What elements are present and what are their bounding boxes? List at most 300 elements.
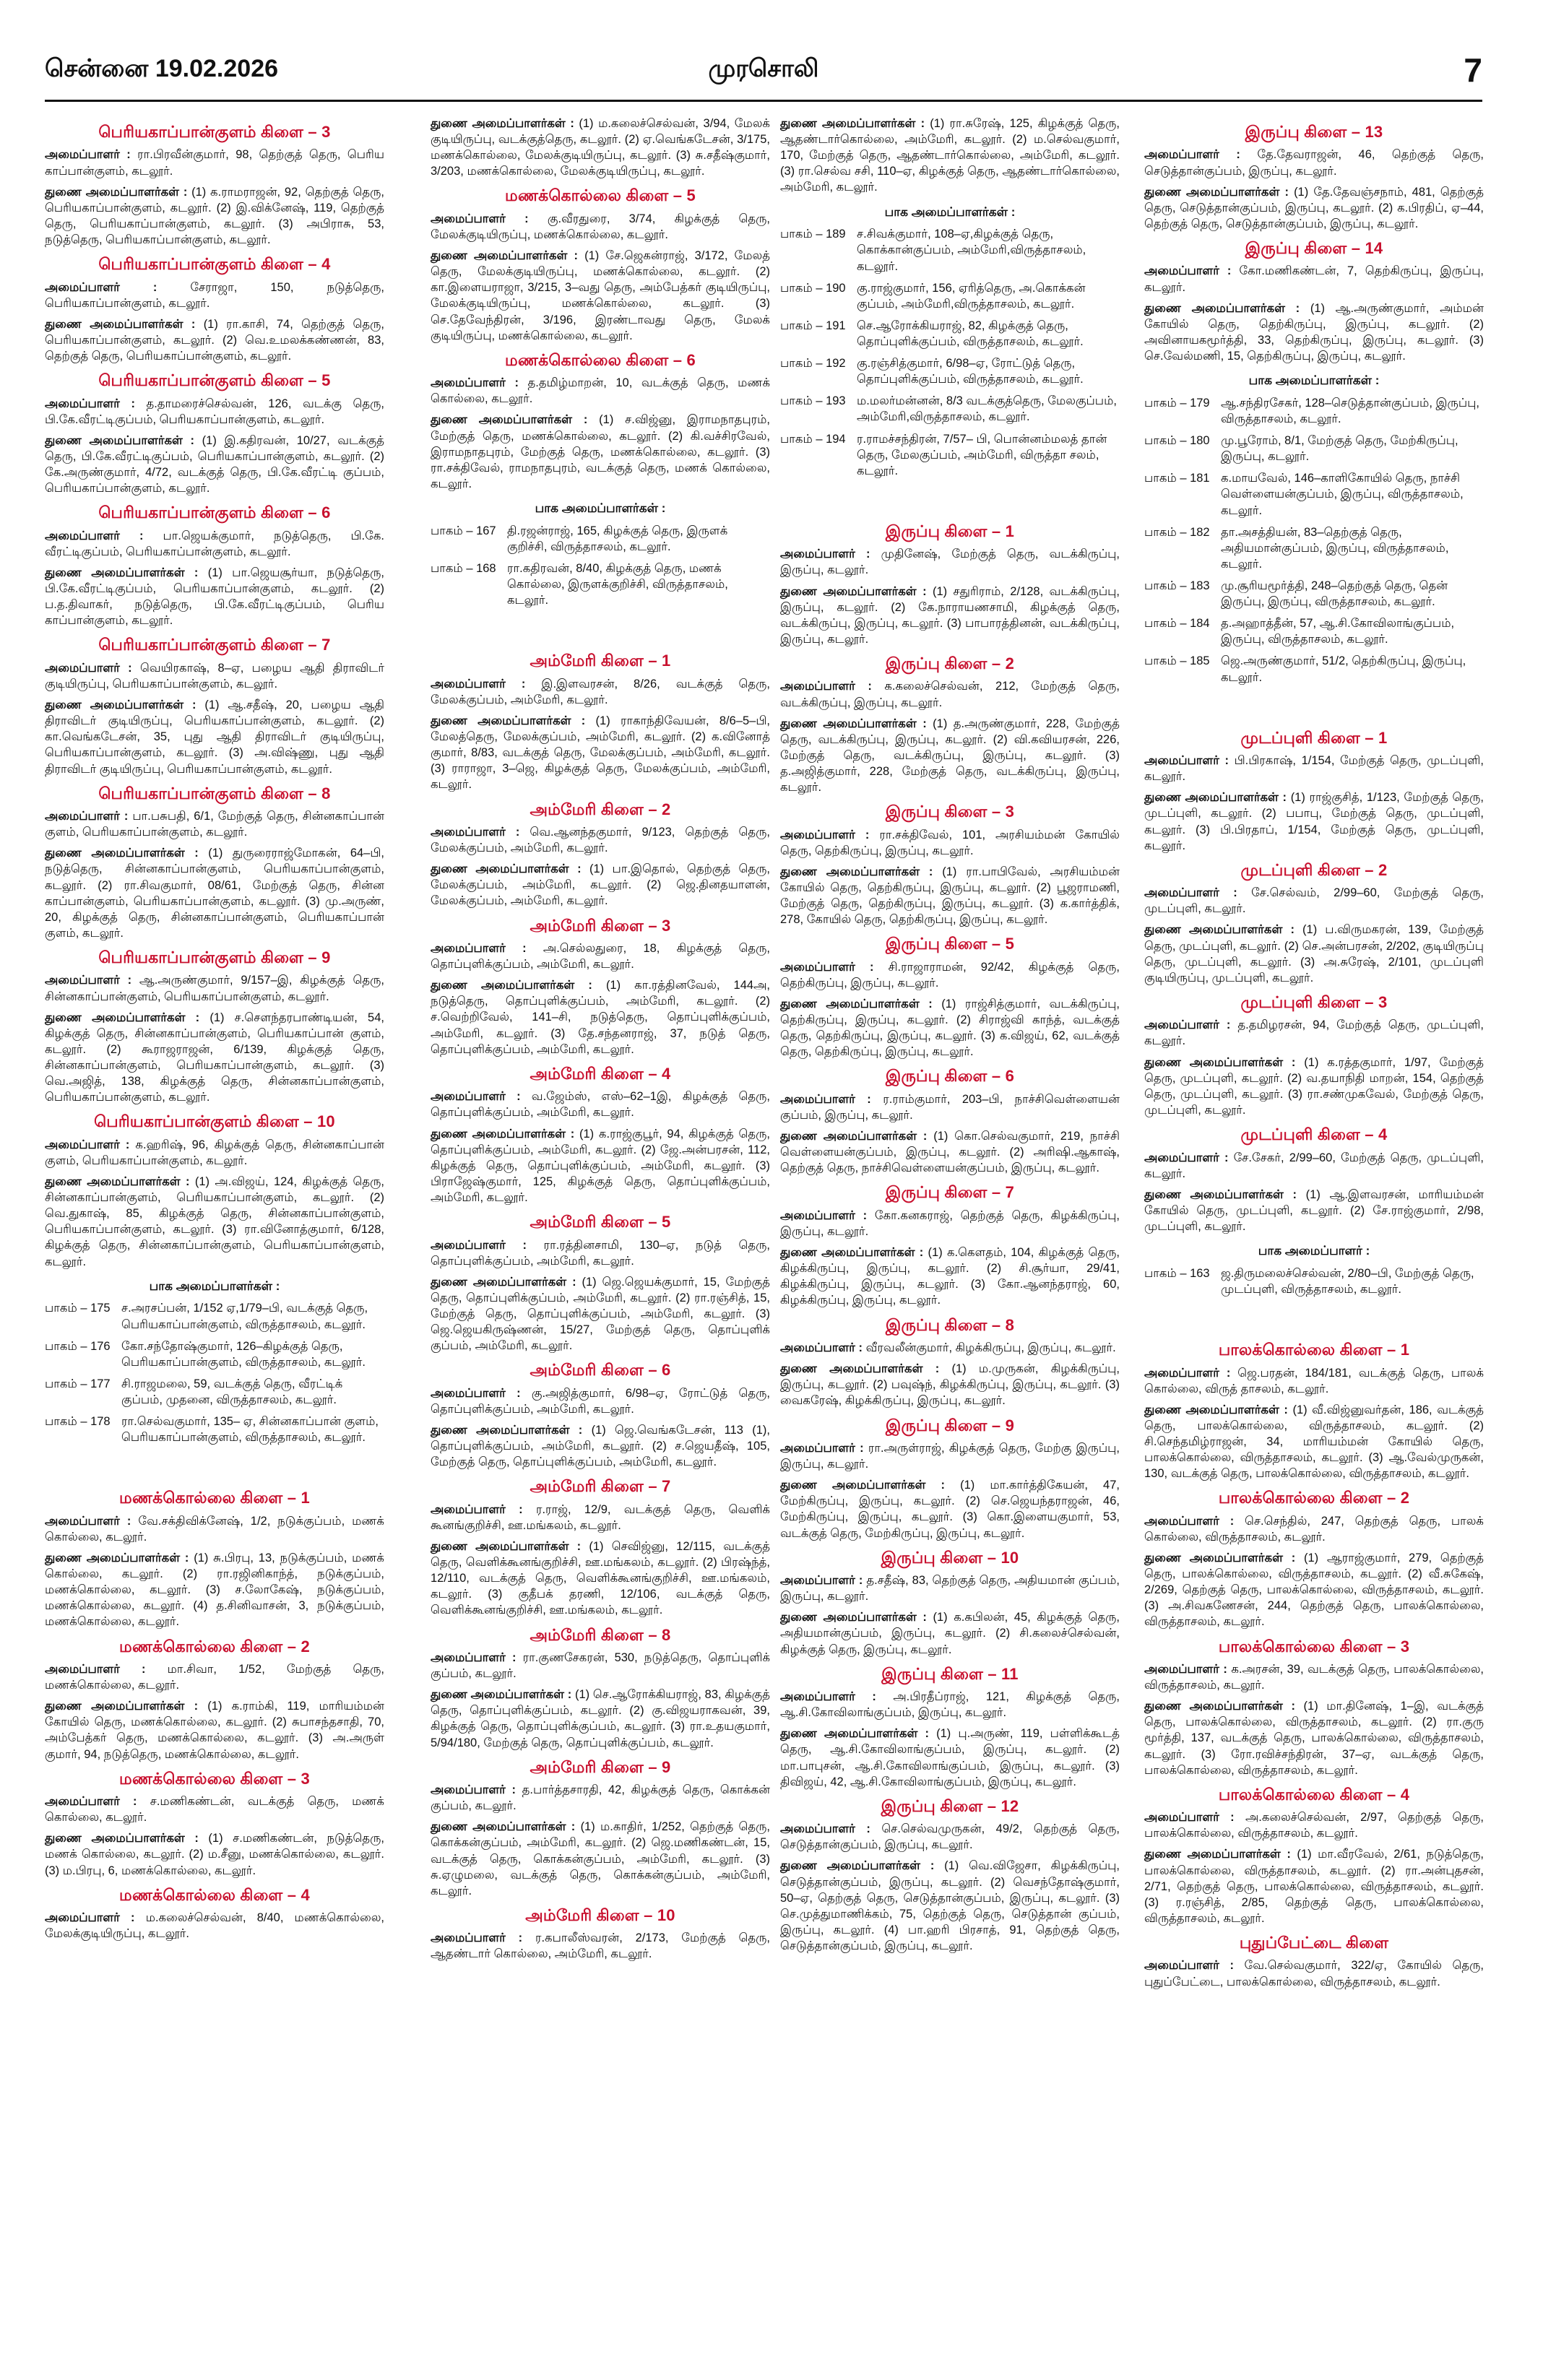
office-bearer-entry bbox=[780, 1858, 1120, 1954]
booth-number: பாகம் – 176 bbox=[45, 1339, 111, 1353]
role-label: துணை அமைப்பாளர்கள் : bbox=[431, 249, 578, 263]
office-bearer-entry bbox=[1144, 789, 1484, 853]
office-bearer-entry bbox=[1144, 1150, 1484, 1182]
office-bearer-entry bbox=[431, 1687, 770, 1750]
branch-heading: இருப்பு கிளை – 6 bbox=[885, 1067, 1015, 1086]
entry-text: (1) கொ.செல்வகுமார், 219, நாச்சி வெள்ளையன்குப்பம், இருப்பு, கடலூர். (2) அரிஷி.ஆகாஷ், தெற்குத் தெரு, நாச்சிவெள்ளையன்குப்பம், இருப்பு, கடலூர். bbox=[780, 1130, 1120, 1175]
booth-entry: மு.சூரியமூர்த்தி, 248–தெற்குத் தெரு, தென் இருப்பு, இருப்பு, விருத்தாசலம், கடலூர். bbox=[1221, 579, 1448, 609]
office-bearer-entry bbox=[45, 1910, 384, 1942]
role-label: அமைப்பாளர் : bbox=[780, 828, 870, 841]
entry-text: ஜெ.பரதன், 184/181, வடக்குத் தெரு, பாலக் கொல்லை, விருத் தாசலம், கடலூர். bbox=[1144, 1366, 1484, 1395]
booth-row bbox=[45, 1376, 384, 1408]
entry-text: மா.சிவா, 1/52, மேற்குத் தெரு, மணக்கொல்லை, கடலூர். bbox=[45, 1663, 384, 1692]
office-bearer-entry bbox=[45, 1793, 384, 1825]
role-label: அமைப்பாளர் : bbox=[1144, 1366, 1231, 1380]
role-label: அமைப்பாளர் : bbox=[45, 974, 132, 987]
role-label: அமைப்பாளர் : bbox=[431, 1931, 523, 1945]
entry-text: (1) ப.விருமகரன், 139, மேற்குத் தெரு, முடப்புளி, கடலூர். (2) செ.அன்பரசன், 2/202, குடியிருப்பு தெரு, முடப்புளி, கடலூர். (3) அ.சுரேஷ், 2/101, முடப்புளி குடியிருப்பு, முடப்புளி, கடலூர். bbox=[1144, 923, 1484, 985]
entry-text: (1) கா.ரத்தினவேல், 144அ, நடுத்தெரு, தொப்புளிக்குப்பம், அம்மேரி, கடலூர். (2) ச.வெற்றிவேல், 141–சி, நடுத்தெரு, தொப்புளிக்குப்பம், அம்மேரி, கடலூர். (3) தே.சந்தனராஜ், 37, நடுத் தெரு, தொப்புளிக்குப்பம், அம்மேரி, கடலூர். bbox=[431, 979, 770, 1056]
entry-text: இ.இளவரசன், 8/26, வடக்குத் தெரு, மேலக்குப்பம், அம்மேரி, கடலூர். bbox=[431, 677, 770, 706]
booth-entry: ஜ.திருமலைச்செல்வன், 2/80–பி, மேற்குத் தெரு, முடப்புளி, விருத்தாசலம், கடலூர். bbox=[1221, 1266, 1474, 1296]
role-label: துணை அமைப்பாளர்கள் : bbox=[780, 584, 927, 598]
entry-text: (1) மா.கார்த்திகேயன், 47, மேற்கிருப்பு, இருப்பு, கடலூர். (2) செ.ஜெயந்தராஜன், 46, மேற்கிருப்பு, இருப்பு, கடலூர். (3) கொ.இளையகுமார், 53, வடக்குத் தெரு, மேற்கிருப்பு, இருப்பு, கடலூர். bbox=[780, 1479, 1120, 1540]
column-1 bbox=[45, 116, 384, 2362]
role-label: துணை அமைப்பாளர்கள் : bbox=[45, 1011, 200, 1024]
entry-text: (1) சே.ஜெகன்ராஜ், 3/172, மேலத் தெரு, மேலக்குடியிருப்பு, மணக்கொல்லை, கடலூர். (2) கா.இளையராஜா, 3/215, 3–வது தெரு, அம்பேத்கர் குடியிருப்பு, மேலக்குடியிருப்பு, மணக்கொல்லை, கடலூர். (3) செ.தேவேந்திரன், 3/196, இரண்டாவது தெரு, மேலக் குடியிருப்பு, மணக்கொல்லை, கடலூர். bbox=[431, 249, 770, 342]
office-bearer-entry bbox=[45, 1010, 384, 1106]
role-label: அமைப்பாளர் : bbox=[780, 1690, 876, 1704]
office-bearer-entry bbox=[780, 716, 1120, 796]
office-bearer-entry bbox=[780, 996, 1120, 1060]
role-label: துணை அமைப்பாளர்கள் : bbox=[431, 1820, 576, 1834]
role-label: அமைப்பாளர் : bbox=[780, 960, 874, 974]
role-label: துணை அமைப்பாளர்கள் : bbox=[431, 117, 574, 130]
newspaper-name: முரசொலி bbox=[708, 55, 819, 82]
branch-heading: முடப்புளி கிளை – 2 bbox=[1240, 860, 1388, 879]
office-bearer-entry bbox=[45, 1174, 384, 1270]
entry-text: (1) பா.ஜெயசூர்யா, நடுத்தெரு, பி.கே.வீரட்டிகுப்பம், பெரியகாப்பான்குளம், கடலூர். (2) ப.த.திவாகர், நடுத்தெரு, பி.கே.வீரட்டிகுப்பம், பெரிய காப்பான்குளம், கடலூர். bbox=[45, 566, 384, 628]
role-label: அமைப்பாளர் : bbox=[45, 1911, 135, 1925]
entry-text: (1) க.ரத்தகுமார், 1/97, மேற்குத் தெரு, முடப்புளி, கடலூர். (2) வ.தயாநிதி மாறன், 154, தெற்குத் தெரு, முடப்புளி, கடலூர். (3) ரா.சண்முகவேல், மேற்குத் தெரு, முடப்புளி, கடலூர். bbox=[1144, 1055, 1484, 1117]
office-bearer-entry bbox=[780, 584, 1120, 647]
booth-entry: கு.ராஜ்குமார், 156, ஏரித்தெரு, அ.கொக்கன் குப்பம், அம்மேரி,விருத்தாசலம், கடலூர். bbox=[857, 281, 1086, 311]
entry-text: ரா.குணசேகரன், 530, நடுத்தெரு, தொப்புளிக் குப்பம், கடலூர். bbox=[431, 1651, 770, 1681]
office-bearer-entry bbox=[1144, 147, 1484, 178]
booth-entry: ஆ.சந்திரசேகர், 128–செடுத்தான்குப்பம், இருப்பு, விருத்தாசலம், கடலூர். bbox=[1221, 396, 1479, 426]
office-bearer-entry bbox=[780, 1572, 1120, 1604]
role-label: துணை அமைப்பாளர்கள் : bbox=[431, 862, 582, 876]
office-bearer-entry bbox=[431, 1385, 770, 1417]
entry-text: ரா.அருள்ராஜ், கிழக்குத் தெரு, மேற்கு இருப்பு, இருப்பு, கடலூர். bbox=[780, 1441, 1120, 1471]
booth-row bbox=[431, 523, 770, 555]
booth-entry: கு.ரஞ்சித்குமார், 6/98–ஏ, ரோட்டுத் தெரு, தொப்புளிக்குப்பம், விருத்தாசலம், கடலூர். bbox=[857, 357, 1084, 386]
role-label: அமைப்பாளர் : bbox=[780, 548, 870, 561]
role-label: அமைப்பாளர் : bbox=[45, 1514, 131, 1528]
booth-row bbox=[780, 226, 1120, 274]
role-label: துணை அமைப்பாளர்கள் : bbox=[45, 1175, 190, 1188]
office-bearer-entry bbox=[431, 940, 770, 972]
booth-entry: ரா.செல்வகுமார், 135– ஏ, சின்னகாப்பான் குளம், பெரியகாப்பான்குளம், விருத்தாசலம், கடலூர். bbox=[121, 1415, 379, 1445]
role-label: துணை அமைப்பாளர்கள் : bbox=[780, 1362, 940, 1376]
booth-number: பாகம் – 193 bbox=[780, 394, 846, 408]
entry-text: த.பார்த்தசாரதி, 42, கிழக்குத் தெரு, கொக்கன் குப்பம், கடலூர். bbox=[431, 1783, 770, 1813]
office-bearer-entry bbox=[431, 1819, 770, 1899]
office-bearer-entry bbox=[1144, 1513, 1484, 1545]
entry-text: (1) ம.கலைச்செல்வன், 3/94, மேலக் குடியிருப்பு, வடக்குத்தெரு, கடலூர். (2) ஏ.வெங்கடேசன், 3/175, மணக்கொல்லை, மேலக்குடியிருப்பு, கடலூர். (3) சு.சதீஷ்குமார், 3/203, மணக்கொல்லை, மேலக்குடியிருப்பு, கடலூர். bbox=[431, 117, 770, 178]
section-subheading: பாக அமைப்பாளர்கள் : bbox=[149, 1278, 280, 1293]
office-bearer-entry bbox=[45, 184, 384, 248]
section-subheading: பாக அமைப்பாளர்கள் : bbox=[884, 204, 1016, 219]
entry-text: (1) தே.தேவஞ்சநாம், 481, தெற்குத் தெரு, செடுத்தான்குப்பம், இருப்பு, கடலூர். (2) க.பிரதிப், ஏ–44, தெற்குத் தெரு, செடுத்தான்குப்பம், இருப்பு, கடலூர். bbox=[1144, 185, 1484, 230]
role-label: துணை அமைப்பாளர்கள் : bbox=[45, 698, 196, 712]
office-bearer-entry bbox=[45, 1830, 384, 1878]
role-label: அமைப்பாளர் : bbox=[1144, 1662, 1227, 1676]
role-label: அமைப்பாளர் : bbox=[45, 810, 129, 823]
dateline: சென்னை 19.02.2026 bbox=[45, 55, 279, 82]
entry-text: ச.மணிகண்டன், வடக்குத் தெரு, மணக் கொல்லை, கடலூர். bbox=[45, 1795, 384, 1825]
role-label: துணை அமைப்பாளர்கள் : bbox=[1144, 1848, 1291, 1861]
entry-text: முதினேஷ், மேற்குத் தெரு, வடக்கிருப்பு, இருப்பு, கடலூர். bbox=[780, 548, 1120, 577]
office-bearer-entry bbox=[780, 1440, 1120, 1472]
office-bearer-entry bbox=[780, 1340, 1120, 1356]
role-label: அமைப்பாளர் : bbox=[45, 1138, 130, 1151]
role-label: அமைப்பாளர் : bbox=[45, 397, 135, 410]
role-label: அமைப்பாளர் : bbox=[1144, 1959, 1234, 1973]
booth-number: பாகம் – 168 bbox=[431, 562, 496, 575]
booth-number: பாகம் – 189 bbox=[780, 228, 846, 241]
branch-heading: மணக்கொல்லை கிளை – 1 bbox=[119, 1489, 310, 1507]
role-label: அமைப்பாளர் : bbox=[45, 280, 157, 294]
office-bearer-entry bbox=[1144, 922, 1484, 985]
office-bearer-entry bbox=[1144, 1055, 1484, 1118]
booth-number: பாகம் – 190 bbox=[780, 281, 846, 295]
role-label: துணை அமைப்பாளர்கள் : bbox=[45, 317, 196, 331]
office-bearer-entry bbox=[431, 412, 770, 492]
booth-entry: ர.ராமச்சந்திரன், 7/57– பி, பொன்னம்மலத் தான் தெரு, மேலகுப்பம், அம்மேரி, விருத்தா சலம், கடலூர். bbox=[857, 432, 1107, 477]
branch-heading: இருப்பு கிளை – 14 bbox=[1245, 239, 1383, 258]
entry-text: (1) வெ.விஜேசா, கிழக்கிருப்பு, செடுத்தான்குப்பம், இருப்பு, கடலூர். (2) வெசந்தோஷ்குமார், 50–ஏ, தெற்குத் தெரு, செடுத்தான்குப்பம், இருப்பு, கடலூர். (3) செ.முத்துமாணிக்கம், 75, தெற்குத் தெரு, செடுத்தான் குப்பம், இருப்பு, கடலூர். (4) பா.ஹரி பிரசாத், 91, தெற்குத் தெரு, செடுத்தான்குப்பம், இருப்பு, கடலூர். bbox=[780, 1859, 1120, 1952]
booth-row bbox=[1144, 578, 1484, 610]
office-bearer-entry bbox=[431, 1539, 770, 1619]
booth-entry: மு.பூரோம், 8/1, மேற்குத் தெரு, மேற்கிருப்பு, இருப்பு, கடலூர். bbox=[1221, 434, 1458, 464]
role-label: அமைப்பாளர் : bbox=[431, 1783, 517, 1797]
booth-row bbox=[780, 280, 1120, 312]
office-bearer-entry bbox=[431, 116, 770, 179]
office-bearer-entry bbox=[431, 1274, 770, 1354]
entry-text: (1) வீ.விஜ்னுவர்தன், 186, வடக்குத் தெரு, பாலக்கொல்லை, விருத்தாசலம், கடலூர். (2) சி.செந்தமிழ்ராஜன், 34, மாரியம்மன் கோயில் தெரு, பாலக்கொல்லை, விருத்தாசலம், கடலூர். (3) ஆ.வேல்முருகன், 130, வடக்குத் தெரு, பாலக்கொல்லை, விருத்தாசலம், கடலூர். bbox=[1144, 1403, 1484, 1481]
office-bearer-entry bbox=[431, 1782, 770, 1814]
entry-text: (1) ஜெ.ஜெயக்குமார், 15, மேற்குத் தெரு, தொப்புளிக்குப்பம், அம்மேரி, கடலூர். (2) ரா.ரஞ்சித், 15, மேற்குத் தெரு, தொப்புளிக்குப்பம், அம்மேரி, கடலூர். (3) ஜெ.ஜெயகிருஷ்ணன், 15/27, மேற்குத் தெரு, தொப்புளிக் குப்பம், அம்மேரி, கடலூர். bbox=[431, 1275, 770, 1353]
booth-entry: ம.மலர்மன்னன், 8/3 வடக்குத்தெரு, மேலகுப்பம், அம்மேரி,விருத்தாசலம், கடலூர். bbox=[857, 394, 1117, 424]
entry-text: (1) ராகாந்திவேயன், 8/6–5–பி, மேலத்தெரு, மேலக்குப்பம், அம்மேரி, கடலூர். (2) க.வினோத் குமார், 8/83, வடக்குத் தெரு, மேலக்குப்பம், அம்மேரி, கடலூர். (3) ராராஜா, 3–ஜெ, கிழக்குத் தெரு, மேலக்குப்பம், அம்மேரி, கடலூர். bbox=[431, 714, 770, 792]
role-label: அமைப்பாளர் : bbox=[780, 1092, 871, 1106]
entry-text: ர.கபாலீஸ்வரன், 2/173, மேற்குத் தெரு, ஆதண்டார் கொல்லை, அம்மேரி, கடலூர். bbox=[431, 1931, 770, 1961]
role-label: துணை அமைப்பாளர்கள் : bbox=[431, 714, 586, 728]
entry-text: வே.செல்வகுமார், 322/ஏ, கோயில் தெரு, புதுப்பேட்டை, பாலக்கொல்லை, விருத்தாசலம், கடலூர். bbox=[1144, 1959, 1484, 1989]
role-label: துணை அமைப்பாளர்கள் : bbox=[45, 566, 199, 579]
entry-text: (1) ராஜ்குசித், 1/123, மேற்குத் தெரு, முடப்புளி, கடலூர். (2) பபாபு, மேற்குத் தெரு, முடப்புளி, கடலூர். (3) பி.பிரதாப், 1/154, மேற்குத் தெரு, முடப்புளி, கடலூர். bbox=[1144, 791, 1484, 852]
entry-text: சே.செல்வம், 2/99–60, மேற்குத் தெரு, முடப்புளி, கடலூர். bbox=[1144, 886, 1484, 916]
entry-text: (1) ஆ.சதீஷ், 20, பழைய ஆதி திராவிடர் குடியிருப்பு, பெரியகாப்பான்குளம், கடலூர். (2) கா.வெங்கடேசன், 35, புது ஆதி திராவிடர் குடியிருப்பு, பெரியகாப்பான்குளம், கடலூர். (3) அ.விஷ்ணு, புது ஆதி திராவிடர் குடியிருப்பு, பெரியகாப்பான்குளம், கடலூர். bbox=[45, 698, 384, 776]
branch-heading: இருப்பு கிளை – 10 bbox=[881, 1548, 1019, 1567]
role-label: துணை அமைப்பாளர்கள் : bbox=[45, 847, 199, 860]
entry-text: வெ.ஆனந்தகுமார், 9/123, தெற்குத் தெரு, மேலக்குப்பம், அம்மேரி, கடலூர். bbox=[431, 826, 770, 855]
booth-entry: செ.ஆரோக்கியராஜ், 82, கிழக்குத் தெரு, தொப்புளிக்குப்பம், விருத்தாசலம், கடலூர். bbox=[857, 319, 1084, 348]
office-bearer-entry bbox=[1144, 1846, 1484, 1926]
entry-text: த.தமிழரசன், 94, மேற்குத் தெரு, முடப்புளி, கடலூர். bbox=[1144, 1018, 1484, 1048]
office-bearer-entry bbox=[431, 1502, 770, 1533]
entry-text: (1) ஜெ.வெங்கடேசன், 113 (1), தொப்புளிக்குப்பம், அம்மேரி, கடலூர். (2) ச.ஜெயதீஷ், 105, மேற்குத் தெரு, தொப்புளிக்குப்பம், அம்மேரி, கடலூர். bbox=[431, 1423, 770, 1469]
entry-text: சி.ராஜாராமன், 92/42, கிழக்குத் தெரு, தெற்கிருப்பு, இருப்பு, கடலூர். bbox=[780, 960, 1120, 990]
booth-number: பாகம் – 183 bbox=[1144, 579, 1210, 592]
entry-text: ம.கலைச்செல்வன், 8/40, மணக்கொல்லை, மேலக்குடியிருப்பு, கடலூர். bbox=[45, 1911, 384, 1941]
branch-heading: பாலக்கொல்லை கிளை – 3 bbox=[1218, 1637, 1410, 1656]
entry-text: (1) க.ராமராஜன், 92, தெற்குத் தெரு, பெரியகாப்பான்குளம், கடலூர். (2) இ.விக்னேஷ், 119, தெற்குத் தெரு, பெரியகாப்பான்குளம், கடலூர். (3) அபிராசு, 53, நடுத்தெரு, பெரியகாப்பான்குளம், கடலூர். bbox=[45, 185, 384, 247]
entry-text: (1) ராஜ்சித்குமார், வடக்கிருப்பு, தெற்கிருப்பு, இருப்பு, கடலூர். (2) சிராஜ்வி காந்த், வடக்குத் தெரு, தெற்கிருப்பு, இருப்பு, கடலூர். (3) க.விஜய், 62, வடக்குத் தெரு, தெற்கிருப்பு, இருப்பு, கடலூர். bbox=[780, 998, 1120, 1059]
office-bearer-entry bbox=[431, 713, 770, 793]
entry-text: (1) ம.முருகன், கிழக்கிருப்பு, இருப்பு, கடலூர். (2) பவுஷ்ந், கிழக்கிருப்பு, இருப்பு, கடலூர். (3) வைகரேஷ், கிழக்கிருப்பு, இருப்பு, கடலூர். bbox=[780, 1362, 1120, 1408]
entry-text: வெயிரகாஷ், 8–ஏ, பழைய ஆதி திராவிடர் குடியிருப்பு, பெரியகாப்பான்குளம், கடலூர். bbox=[45, 661, 384, 691]
booth-entry: தி.ரஜன்ராஜ், 165, கிழக்குத் தெரு, இருளக் குறிச்சி, விருத்தாசலம், கடலூர். bbox=[507, 524, 728, 553]
branch-heading: அம்மேரி கிளை – 7 bbox=[530, 1477, 671, 1496]
role-label: துணை அமைப்பாளர்கள் : bbox=[780, 1727, 929, 1741]
entry-text: அ.பிரதீப்ராஜ், 121, கிழக்குத் தெரு, ஆ.சி.கோவிலாங்குப்பம், இருப்பு, கடலூர். bbox=[780, 1690, 1120, 1720]
branch-heading: அம்மேரி கிளை – 1 bbox=[530, 652, 671, 670]
role-label: அமைப்பாளர் : bbox=[1144, 1811, 1235, 1825]
booth-row bbox=[1144, 615, 1484, 647]
entry-text: தே.தேவராஜன், 46, தெற்குத் தெரு, செடுத்தான்குப்பம், இருப்பு, கடலூர். bbox=[1144, 148, 1484, 178]
role-label: துணை அமைப்பாளர்கள் : bbox=[780, 998, 933, 1011]
role-label: துணை அமைப்பாளர்கள் : bbox=[45, 1551, 189, 1565]
office-bearer-entry bbox=[1144, 885, 1484, 917]
role-label: துணை அமைப்பாளர்கள் : bbox=[1144, 791, 1287, 805]
office-bearer-entry bbox=[45, 1550, 384, 1630]
branch-heading: மணக்கொல்லை கிளை – 5 bbox=[505, 186, 696, 205]
entry-text: (1) க.ராஜ்குபூர், 94, கிழக்குத் தெரு, தொப்புளிக்குப்பம், அம்மேரி, கடலூர். (2) ஜே.அன்பரசன், 112, கிழக்குத் தெரு, தொப்புளிக்குப்பம், அம்மேரி, கடலூர். (3) பிராஜேஷ்குமார், 125, கிழக்குத் தெரு, தொப்புளிக்குப்பம், அம்மேரி, கடலூர். bbox=[431, 1127, 770, 1204]
role-label: அமைப்பாளர் : bbox=[780, 680, 872, 693]
office-bearer-entry bbox=[431, 211, 770, 243]
column-2 bbox=[431, 116, 770, 2362]
booth-row bbox=[431, 561, 770, 608]
booth-row bbox=[780, 355, 1120, 387]
office-bearer-entry bbox=[431, 1237, 770, 1269]
branch-heading: பெரியகாப்பான்குளம் கிளை – 3 bbox=[98, 123, 331, 141]
role-label: அமைப்பாளர் : bbox=[780, 1341, 863, 1355]
entry-text: க.கலைச்செல்வன், 212, மேற்குத் தெரு, வடக்கிருப்பு, இருப்பு, கடலூர். bbox=[780, 680, 1120, 709]
entry-text: (1) பா.இதொல், தெற்குத் தெரு, மேலக்குப்பம், அம்மேரி, கடலூர். (2) ஜெ.தினதயாளன், மேலக்குப்பம், அம்மேரி, கடலூர். bbox=[431, 862, 770, 908]
role-label: அமைப்பாளர் : bbox=[431, 212, 529, 225]
booth-entry: சி.ராஜமலை, 59, வடக்குத் தெரு, வீரட்டிக் குப்பம், முதனை, விருத்தாசலம், கடலூர். bbox=[121, 1377, 343, 1406]
office-bearer-entry bbox=[45, 972, 384, 1004]
booth-entry: ஜெ.அருண்குமார், 51/2, தெற்கிருப்பு, இருப்பு, கடலூர். bbox=[1221, 654, 1466, 684]
office-bearer-entry bbox=[431, 676, 770, 708]
booth-number: பாகம் – 182 bbox=[1144, 525, 1210, 539]
branch-heading: அம்மேரி கிளை – 4 bbox=[530, 1064, 671, 1083]
branch-heading: அம்மேரி கிளை – 2 bbox=[530, 800, 671, 818]
entry-text: வே.சக்திவிக்னேஷ், 1/2, நடுக்குப்பம், மணக் கொல்லை, கடலூர். bbox=[45, 1514, 384, 1544]
office-bearer-entry bbox=[780, 1245, 1120, 1308]
booth-row bbox=[1144, 653, 1484, 685]
role-label: துணை அமைப்பாளர்கள் : bbox=[780, 865, 933, 878]
role-label: அமைப்பாளர் : bbox=[431, 1651, 517, 1664]
role-label: துணை அமைப்பாளர்கள் : bbox=[780, 1479, 945, 1492]
office-bearer-entry bbox=[780, 1821, 1120, 1853]
office-bearer-entry bbox=[780, 1091, 1120, 1123]
role-label: அமைப்பாளர் : bbox=[431, 942, 527, 956]
entry-text: செ.செந்தில், 247, தெற்குத் தெரு, பாலக் கொல்லை, விருத்தாசலம், கடலூர். bbox=[1144, 1514, 1484, 1544]
entry-text: க.ஹரிஷ், 96, கிழக்குத் தெரு, சின்னகாப்பான் குளம், பெரியகாப்பான்குளம், கடலூர். bbox=[45, 1138, 384, 1167]
role-label: அமைப்பாளர் : bbox=[431, 1386, 521, 1400]
booth-row bbox=[45, 1300, 384, 1332]
office-bearer-entry bbox=[780, 864, 1120, 927]
office-bearer-entry bbox=[45, 1661, 384, 1693]
entry-text: செ.செல்வமுருகன், 49/2, தெற்குத் தெரு, செடுத்தான்குப்பம், இருப்பு, கடலூர். bbox=[780, 1822, 1120, 1852]
office-bearer-entry bbox=[780, 959, 1120, 991]
branch-heading: பெரியகாப்பான்குளம் கிளை – 5 bbox=[98, 371, 331, 390]
branch-heading: இருப்பு கிளை – 3 bbox=[885, 802, 1015, 821]
office-bearer-entry bbox=[780, 678, 1120, 710]
office-bearer-entry bbox=[1144, 1402, 1484, 1482]
booth-entry: ச.அரசப்பன், 1/152 ஏ,1/79–பி, வடக்குத் தெரு, பெரியகாப்பான்குளம், விருத்தாசலம், கடலூர். bbox=[121, 1302, 368, 1331]
branch-heading: பெரியகாப்பான்குளம் கிளை – 8 bbox=[98, 784, 331, 802]
role-label: அமைப்பாளர் : bbox=[431, 1238, 527, 1252]
role-label: அமைப்பாளர் : bbox=[780, 1441, 864, 1455]
entry-text: (1) செவிஜ்னு, 12/115, வடக்குத் தெரு, வெளிக்கூனங்குறிச்சி, ஊ.மங்கலம், கடலூர். (2) பிரஷ்ந்த், 12/110, வடக்குத் தெரு, வெளிக்கூனங்குறிச்சி, ஊ.மங்கலம், கடலூர். (3) குதீபக் தரணி, 12/106, வடக்குத் தெரு, வெளிக்கூனங்குறிச்சி, ஊ.மங்கலம், கடலூர். bbox=[431, 1539, 770, 1617]
office-bearer-entry bbox=[431, 1126, 770, 1206]
branch-heading: இருப்பு கிளை – 1 bbox=[885, 522, 1015, 540]
role-label: அமைப்பாளர் : bbox=[1144, 148, 1240, 162]
role-label: அமைப்பாளர் : bbox=[1144, 754, 1229, 768]
office-bearer-entry bbox=[780, 1208, 1120, 1239]
office-bearer-entry bbox=[431, 1089, 770, 1120]
branch-heading: பெரியகாப்பான்குளம் கிளை – 9 bbox=[98, 948, 331, 966]
office-bearer-entry bbox=[431, 861, 770, 909]
office-bearer-entry bbox=[45, 433, 384, 496]
entry-text: கோ.மணிகண்டன், 7, தெற்கிருப்பு, இருப்பு, கடலூர். bbox=[1144, 264, 1484, 294]
entry-text: ர.ராஜ், 12/9, வடக்குத் தெரு, வெளிக் கூனங்குறிச்சி, ஊ.மங்கலம், கடலூர். bbox=[431, 1502, 770, 1532]
entry-text: (1) ஆ.அருண்குமார், அம்மன் கோயில் தெரு, தெற்கிருப்பு, இருப்பு, கடலூர். (2) அவினாயகமூர்த்தி, 33, தெற்கிருப்பு, இருப்பு, கடலூர். (3) செ.வேல்மணி, 15, தெற்கிருப்பு, இருப்பு, கடலூர். bbox=[1144, 301, 1484, 363]
office-bearer-entry bbox=[1144, 1698, 1484, 1778]
booth-entry: ரா.கதிரவன், 8/40, கிழக்குத் தெரு, மணக் கொல்லை, இருளக்குறிச்சி, விருத்தாசலம், கடலூர். bbox=[507, 562, 728, 607]
booth-number: பாகம் – 184 bbox=[1144, 617, 1210, 631]
entry-text: க.அரசன், 39, வடக்குத் தெரு, பாலக்கொல்லை, விருத்தாசலம், கடலூர். bbox=[1144, 1662, 1484, 1692]
office-bearer-entry bbox=[45, 316, 384, 364]
role-label: துணை அமைப்பாளர்கள் : bbox=[431, 1539, 582, 1553]
branch-heading: மணக்கொல்லை கிளை – 2 bbox=[119, 1637, 310, 1656]
column-4 bbox=[1144, 116, 1484, 2362]
booth-number: பாகம் – 175 bbox=[45, 1302, 111, 1315]
booth-row bbox=[780, 318, 1120, 350]
branch-heading: அம்மேரி கிளை – 8 bbox=[530, 1625, 671, 1644]
entry-text: (1) ம.காதிர், 1/252, தெற்குத் தெரு, கொக்கன்குப்பம், அம்மேரி, கடலூர். (2) ஜெ.மணிகண்டன், 15, வடக்குத் தெரு, கொக்கன்குப்பம், அம்மேரி, கடலூர். (3) சு.ஏழுமலை, வடக்குத் தெரு, கொக்கன்குப்பம், அம்மேரி, கடலூர். bbox=[431, 1820, 770, 1897]
office-bearer-entry bbox=[431, 1650, 770, 1682]
role-label: துணை அமைப்பாளர்கள் : bbox=[45, 433, 195, 447]
entry-text: அ.கலைச்செல்வன், 2/97, தெற்குத் தெரு, பாலக்கொல்லை, விருத்தாசலம், கடலூர். bbox=[1144, 1811, 1484, 1840]
entry-text: (1) ச.மணிகண்டன், நடுத்தெரு, மணக் கொல்லை, கடலூர். (2) ம.சீனு, மணக்கொல்லை, கடலூர். (3) ம.பிரபு, 6, மணக்கொல்லை, கடலூர். bbox=[45, 1832, 384, 1877]
role-label: துணை அமைப்பாளர்கள் : bbox=[1144, 1187, 1297, 1201]
booth-row bbox=[45, 1338, 384, 1370]
entry-text: பா.பசுபதி, 6/1, மேற்குத் தெரு, சின்னகாப்பான் குளம், பெரியகாப்பான்குளம், கடலூர். bbox=[45, 810, 384, 839]
role-label: அமைப்பாளர் : bbox=[45, 529, 144, 542]
role-label: துணை அமைப்பாளர்கள் : bbox=[780, 1611, 927, 1624]
office-bearer-entry bbox=[1144, 1365, 1484, 1397]
booth-entry: ச.சிவக்குமார், 108–ஏ,கிழக்குத் தெரு, கொக்கான்குப்பம், அம்மேரி,விருத்தாசலம், கடலூர். bbox=[857, 228, 1086, 273]
booth-row bbox=[1144, 1265, 1484, 1297]
booth-number: பாகம் – 179 bbox=[1144, 396, 1210, 410]
role-label: துணை அமைப்பாளர்கள் : bbox=[780, 717, 927, 730]
entry-text: (1) க.கௌதம், 104, கிழக்குத் தெரு, கிழக்கிருப்பு, இருப்பு, கடலூர். (2) சி.சூர்யா, 29/41, கிழக்கிருப்பு, இருப்பு, கடலூர். (3) கோ.ஆனந்தராஜ், 60, கிழக்கிருப்பு, இருப்பு, கடலூர். bbox=[780, 1246, 1120, 1307]
entry-text: (1) சு.பிரபு, 13, நடுக்குப்பம், மணக் கொல்லை, கடலூர். (2) ரா.ரஜினிகாந்த், நடுக்குப்பம், மணக்கொல்லை, கடலூர். (3) ச.லோகேஷ், நடுக்குப்பம், மணக்கொல்லை, கடலூர். (4) த.சினிவாசன், 3, நடுக்குப்பம், மணக்கொல்லை, கடலூர். bbox=[45, 1551, 384, 1629]
role-label: அமைப்பாளர் : bbox=[1144, 886, 1237, 900]
role-label: துணை அமைப்பாளர்கள் : bbox=[431, 1688, 572, 1702]
role-label: துணை அமைப்பாளர்கள் : bbox=[780, 1246, 924, 1260]
entry-text: (1) ச.விஜ்னு, இராமநாதபுரம், மேற்குத் தெரு, மணக்கொல்லை, கடலூர். (2) கி.வச்சிரவேல், இராமநாதபுரம், மேற்குத் தெரு, மணக்கொல்லை, கடலூர். (3) ரா.சக்திவேல், ராமநாதபுரம், வடக்குத் தெரு, மணக் கொல்லை, கடலூர். bbox=[431, 413, 770, 490]
masthead bbox=[45, 51, 1482, 94]
role-label: துணை அமைப்பாளர்கள் : bbox=[45, 185, 188, 199]
booth-number: பாகம் – 167 bbox=[431, 524, 496, 537]
office-bearer-entry bbox=[780, 827, 1120, 859]
branch-heading: இருப்பு கிளை – 7 bbox=[885, 1183, 1015, 1202]
booth-number: பாகம் – 192 bbox=[780, 357, 846, 371]
role-label: அமைப்பாளர் : bbox=[45, 148, 131, 162]
entry-text: சே.சேகர், 2/99–60, மேற்குத் தெரு, முடப்புளி, கடலூர். bbox=[1144, 1151, 1484, 1180]
office-bearer-entry bbox=[780, 1726, 1120, 1789]
office-bearer-entry bbox=[45, 280, 384, 311]
entry-text: (1) செ.ஆரோக்கியராஜ், 83, கிழக்குத் தெரு, தொப்புளிக்குப்பம், கடலூர். (2) கு.விஜயராகவன், 39, கிழக்குத் தெரு, தொப்புளிக்குப்பம், கடலூர். (3) ரா.உதயகுமார், 5/94/180, மேற்குத் தெரு, தொப்புளிக்குப்பம், கடலூர். bbox=[431, 1688, 770, 1749]
office-bearer-entry bbox=[431, 1930, 770, 1962]
role-label: துணை அமைப்பாளர்கள் : bbox=[431, 413, 588, 427]
role-label: துணை அமைப்பாளர்கள் : bbox=[431, 1275, 576, 1289]
booth-row bbox=[1144, 524, 1484, 572]
booth-entry: கோ.சந்தோஷ்குமார், 126–கிழக்குத் தெரு, பெரியகாப்பான்குளம், விருத்தாசலம், கடலூர். bbox=[121, 1339, 366, 1369]
entry-text: (1) சதுரிராம், 2/128, வடக்கிருப்பு, இருப்பு, கடலூர். (2) கே.நாராயணசாமி, கிழக்குத் தெரு, வடக்கிருப்பு, இருப்பு, கடலூர். (3) பாபாரத்தினன், வடக்கிருப்பு, இருப்பு, கடலூர். bbox=[780, 584, 1120, 646]
entry-text: (1) மா.வீரவேல், 2/61, நடுத்தெரு, பாலக்கொல்லை, விருத்தாசலம், கடலூர். (2) ரா.அன்புதசன், 2/71, தெற்குத் தெரு, பாலக்கொல்லை, விருத்தாசலம், கடலூர். (3) ர.ரஞ்சித், 2/85, தெற்குத் தெரு, பாலக்கொல்லை, விருத்தாசலம், கடலூர். bbox=[1144, 1848, 1484, 1925]
office-bearer-entry bbox=[45, 697, 384, 777]
branch-heading: அம்மேரி கிளை – 3 bbox=[530, 916, 671, 935]
booth-entry: தா.அசத்தியன், 83–தெற்குத் தெரு, அதியமான்குப்பம், இருப்பு, விருத்தாசலம், கடலூர். bbox=[1221, 525, 1449, 571]
branch-heading: புதுப்பேட்டை கிளை bbox=[1239, 1933, 1389, 1952]
office-bearer-entry bbox=[780, 1477, 1120, 1541]
branch-heading: இருப்பு கிளை – 11 bbox=[881, 1664, 1019, 1683]
entry-text: பா.ஜெயக்குமார், நடுத்தெரு, பி.கே. வீரட்டிகுப்பம், பெரியகாப்பான்குளம், கடலூர். bbox=[45, 529, 384, 558]
office-bearer-entry bbox=[780, 546, 1120, 578]
booth-row bbox=[1144, 433, 1484, 464]
branch-heading: பாலக்கொல்லை கிளை – 4 bbox=[1218, 1785, 1410, 1804]
entry-text: (1) துருரைராஜ்மோகன், 64–பி, நடுத்தெரு, சின்னகாப்பான்குளம், பெரியகாப்பான்குளம், கடலூர். (2) ரா.சிவகுமார், 08/61, மேற்குத் தெரு, சின்ன காப்பான்குளம், பெரியகாப்பான்குளம், கடலூர். (3) மு.அருண், 20, கிழக்குத் தெரு, சின்னகாப்பான்குளம், பெரியகாப்பான் குளம், கடலூர். bbox=[45, 847, 384, 940]
entry-text: (1) ச.சௌந்தரபாண்டியன், 54, கிழக்குத் தெரு, சின்னகாப்பான்குளம், பெரியகாப்பான் குளம், கடலூர். (2) கூராஜராஜன், 6/139, கிழக்குத் தெரு, சின்னகாப்பான்குளம், பெரியகாப்பான்குளம், கடலூர். (3) வெ.அஜித், 138, கிழக்குத் தெரு, சின்னகாப்பான்குளம், பெரியகாப்பான்குளம், கடலூர். bbox=[45, 1011, 384, 1104]
branch-heading: இருப்பு கிளை – 8 bbox=[885, 1315, 1015, 1334]
role-label: துணை அமைப்பாளர்கள் : bbox=[780, 117, 925, 130]
booth-row bbox=[1144, 395, 1484, 427]
office-bearer-entry bbox=[45, 660, 384, 692]
booth-number: பாகம் – 191 bbox=[780, 319, 846, 332]
office-bearer-entry bbox=[1144, 1809, 1484, 1841]
booth-number: பாகம் – 163 bbox=[1144, 1266, 1210, 1280]
booth-number: பாகம் – 181 bbox=[1144, 472, 1210, 485]
section-subheading: பாக அமைப்பாளர் : bbox=[1258, 1244, 1370, 1258]
entry-text: த.தமிழ்மாறன், 10, வடக்குத் தெரு, மணக் கொல்லை, கடலூர். bbox=[431, 376, 770, 406]
branch-heading: பாலக்கொல்லை கிளை – 1 bbox=[1218, 1341, 1410, 1359]
booth-number: பாகம் – 177 bbox=[45, 1377, 111, 1390]
entry-text: (1) ஆராஜ்குமார், 279, தெற்குத் தெரு, பாலக்கொல்லை, விருத்தாசலம், கடலூர். (2) வீ.சுகேஷ், 2/269, தெற்குத் தெரு, பாலக்கொல்லை, விருத்தாசலம், கடலூர். (3) அ.சிவகணேசன், 244, தெற்குத் தெரு, பாலக்கொல்லை, விருத்தாசலம், கடலூர். bbox=[1144, 1551, 1484, 1629]
role-label: துணை அமைப்பாளர்கள் : bbox=[431, 979, 592, 992]
branch-heading: மணக்கொல்லை கிளை – 4 bbox=[119, 1885, 310, 1904]
office-bearer-entry bbox=[431, 1422, 770, 1470]
office-bearer-entry bbox=[1144, 263, 1484, 295]
role-label: அமைப்பாளர் : bbox=[431, 1502, 523, 1516]
office-bearer-entry bbox=[431, 248, 770, 344]
office-bearer-entry bbox=[45, 528, 384, 560]
booth-row bbox=[45, 1414, 384, 1445]
office-bearer-entry bbox=[780, 1361, 1120, 1408]
role-label: துணை அமைப்பாளர்கள் : bbox=[780, 1859, 935, 1873]
section-subheading: பாக அமைப்பாளர்கள் : bbox=[535, 501, 666, 516]
role-label: அமைப்பாளர் : bbox=[431, 826, 520, 839]
branch-heading: முடப்புளி கிளை – 1 bbox=[1240, 728, 1388, 747]
office-bearer-entry bbox=[45, 1137, 384, 1169]
entry-text: வீரவலீன்குமார், கிழக்கிருப்பு, இருப்பு, கடலூர். bbox=[865, 1341, 1116, 1355]
entry-text: (1) மா.தினேஷ், 1–இ, வடக்குத் தெரு, பாலக்கொல்லை, விருத்தாசலம், கடலூர். (2) ரா.குரு மூர்த்தி, 137, வடக்குத் தெரு, பாலக்கொல்லை, விருத்தாசலம், கடலூர். (3) ரோ.ரவிச்சந்திரன், 37–ஏ, வடக்குத் தெரு, பாலக்கொல்லை, விருத்தாசலம், கடலூர். bbox=[1144, 1700, 1484, 1777]
branch-heading: முடப்புளி கிளை – 3 bbox=[1240, 992, 1388, 1011]
booth-row bbox=[1144, 470, 1484, 518]
branch-heading: இருப்பு கிளை – 12 bbox=[881, 1796, 1019, 1815]
entry-text: பி.பிரகாஷ், 1/154, மேற்குத் தெரு, முடப்புளி, கடலூர். bbox=[1144, 754, 1484, 784]
branch-heading: இருப்பு கிளை – 13 bbox=[1245, 123, 1383, 141]
entry-text: அ.செல்லதுரை, 18, கிழக்குத் தெரு, தொப்புளிக்குப்பம், அம்மேரி, கடலூர். bbox=[431, 942, 770, 972]
role-label: அமைப்பாளர் : bbox=[780, 1574, 863, 1588]
role-label: அமைப்பாளர் : bbox=[780, 1208, 868, 1222]
office-bearer-entry bbox=[780, 1689, 1120, 1721]
